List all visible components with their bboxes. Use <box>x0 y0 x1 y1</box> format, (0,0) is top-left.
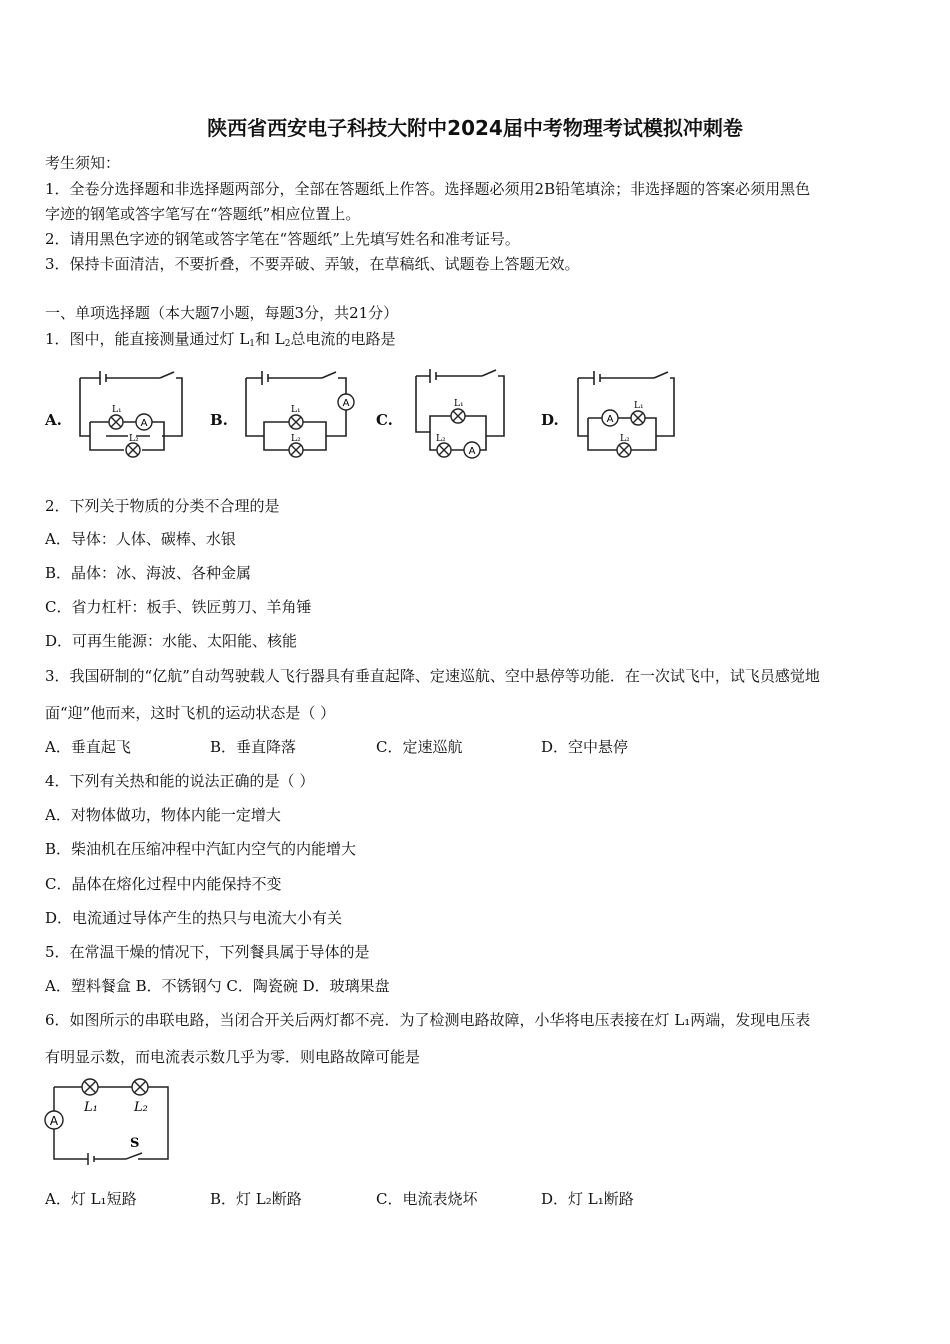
lamp1-label: L₁ <box>112 405 122 415</box>
q2-stem: 2．下列关于物质的分类不合理的是 <box>45 497 280 515</box>
q5-options: A．塑料餐盒 B．不锈钢勺 C．陶瓷碗 D．玻璃果盘 <box>45 977 390 995</box>
notice-item-2: 2．请用黑色字迹的钢笔或答字笔在“答题纸”上先填写姓名和准考证号。 <box>45 230 520 248</box>
fig-ammeter-label: A <box>49 1114 59 1128</box>
q2-option-d: D．可再生能源：水能、太阳能、核能 <box>45 632 298 650</box>
ammeter-label: A <box>606 414 614 425</box>
q1-circuit-d <box>574 368 686 460</box>
q6-option-c: C．电流表烧坏 <box>376 1190 478 1208</box>
notice-item-1a: 1．全卷分选择题和非选择题两部分，全部在答题纸上作答。选择题必须用2B铅笔填涂；非选择题的答案必须用黑色 <box>45 180 811 198</box>
q4-option-c: C．晶体在熔化过程中内能保持不变 <box>45 875 282 893</box>
q1-circuit-c <box>410 368 510 460</box>
q3-stem-1: 3．我国研制的“亿航”自动驾驶载人飞行器具有垂直起降、定速巡航、空中悬停等功能．在一次试飞中，试飞员感觉地 <box>45 667 820 685</box>
lamp1-label: L₁ <box>291 405 301 415</box>
q1-sub-1: 1 <box>249 339 256 349</box>
ammeter-icon <box>45 1111 63 1129</box>
q1-stem-mid: 和 L <box>255 330 285 348</box>
q3-option-d: D．空中悬停 <box>541 738 629 756</box>
lamp1-label: L₁ <box>454 399 464 409</box>
lamp2-label: L₂ <box>436 434 446 444</box>
q1-stem <box>45 328 396 349</box>
fig-l2-label: L₂ <box>134 1100 148 1115</box>
q4-option-d: D．电流通过导体产生的热只与电流大小有关 <box>45 909 343 927</box>
q1-stem-pre: 1．图中，能直接测量通过灯 L <box>45 330 250 348</box>
q3-stem-2: 面“迎”他而来，这时飞机的运动状态是（ ） <box>45 704 336 722</box>
q6-option-a: A．灯 L₁短路 <box>45 1190 137 1208</box>
q5-stem: 5．在常温干燥的情况下，下列餐具属于导体的是 <box>45 943 370 961</box>
ammeter-icon <box>602 410 618 426</box>
q1-sub-2: 2 <box>284 339 291 349</box>
q3-option-c: C．定速巡航 <box>376 738 463 756</box>
lamp1-label: L₁ <box>634 401 644 411</box>
fig-l1-label: L₁ <box>84 1100 98 1115</box>
q1-label-b: B. <box>210 411 228 429</box>
q6-stem-2: 有明显示数，而电流表示数几乎为零．则电路故障可能是 <box>45 1048 421 1066</box>
ammeter-label: A <box>342 398 350 409</box>
q1-stem-post: 总电流的电路是 <box>290 330 396 348</box>
q3-option-b: B．垂直降落 <box>210 738 297 756</box>
ammeter-label: A <box>140 418 148 429</box>
q1-circuit-a <box>76 368 186 460</box>
ammeter-icon <box>136 414 152 430</box>
lamp2-label: L₂ <box>291 434 301 444</box>
q1-circuit-b <box>240 368 356 460</box>
section-heading: 一、单项选择题（本大题7小题，每题3分，共21分） <box>45 304 399 322</box>
notice-item-1b: 字迹的钢笔或答字笔写在“答题纸”相应位置上。 <box>45 205 361 223</box>
fig-switch-label: S <box>130 1136 140 1151</box>
q1-label-d: D. <box>541 411 559 429</box>
q2-option-c: C．省力杠杆：板手、铁匠剪刀、羊角锤 <box>45 598 312 616</box>
q4-stem: 4．下列有关热和能的说法正确的是（ ） <box>45 772 315 790</box>
ammeter-icon <box>338 394 354 410</box>
notice-item-3: 3．保持卡面清洁，不要折叠，不要弄破、弄皱，在草稿纸、试题卷上答题无效。 <box>45 255 580 273</box>
q3-option-a: A．垂直起飞 <box>45 738 131 756</box>
q1-label-a: A. <box>45 411 62 429</box>
q6-circuit <box>42 1075 176 1167</box>
q2-option-b: B．晶体：冰、海波、各种金属 <box>45 564 252 582</box>
ammeter-label: A <box>468 446 476 457</box>
q4-option-a: A．对物体做功，物体内能一定增大 <box>45 806 281 824</box>
q1-label-c: C. <box>376 411 393 429</box>
q6-option-d: D．灯 L₁断路 <box>541 1190 634 1208</box>
q4-option-b: B．柴油机在压缩冲程中汽缸内空气的内能增大 <box>45 840 357 858</box>
page-title: 陕西省西安电子科技大附中2024届中考物理考试模拟冲刺卷 <box>207 116 743 140</box>
q2-option-a: A．导体：人体、碳棒、水银 <box>45 530 236 548</box>
notice-heading: 考生须知： <box>45 154 121 172</box>
q6-option-b: B．灯 L₂断路 <box>210 1190 302 1208</box>
ammeter-icon <box>464 442 480 458</box>
q6-stem-1: 6．如图所示的串联电路，当闭合开关后两灯都不亮．为了检测电路故障，小华将电压表接在灯 L₁两端，发现电压表 <box>45 1011 811 1029</box>
lamp2-label: L₂ <box>620 434 630 444</box>
lamp2-label: L₂ <box>129 434 139 444</box>
